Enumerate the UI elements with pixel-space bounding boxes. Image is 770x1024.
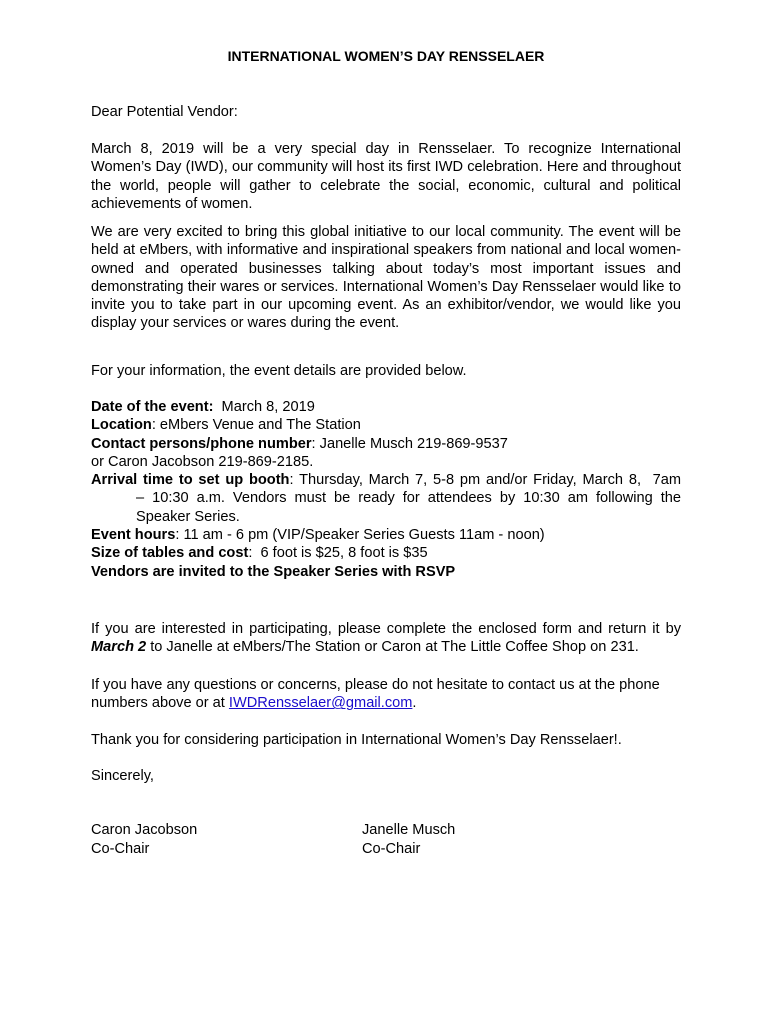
detail-hours-label: Event hours xyxy=(91,527,176,544)
participate-rest: to Janelle at eMbers/The Station or Caron at The Little Coffee Shop on 231. xyxy=(146,639,639,656)
detail-contact-value: : Janelle Musch 219-869-9537 xyxy=(311,435,508,452)
signer-name: Caron Jacobson xyxy=(91,822,198,838)
detail-contact-label: Contact persons/phone number xyxy=(91,435,312,452)
detail-hours xyxy=(91,526,681,544)
salutation: Dear Potential Vendor: xyxy=(91,104,238,120)
questions-text: If you have any questions or concerns, please do not hesitate to contact us at the phone numbers above or at xyxy=(91,677,660,712)
detail-contact xyxy=(91,435,681,453)
event-details xyxy=(91,398,681,581)
detail-date-value: March 8, 2019 xyxy=(213,399,315,415)
detail-arrival-label: Arrival time to set up booth xyxy=(91,472,290,489)
paragraph-participate xyxy=(91,620,681,657)
deadline-date: March 2 xyxy=(91,639,147,656)
detail-arrival-line2: – 10:30 a.m. Vendors must be ready for attendees by 10:30 am following the xyxy=(136,490,681,507)
closing: Sincerely, xyxy=(91,768,154,784)
letter-title: INTERNATIONAL WOMEN’S DAY RENSSELAER xyxy=(227,48,545,64)
questions-end: . xyxy=(412,695,417,712)
signature-janelle xyxy=(362,821,455,859)
detail-date xyxy=(91,398,681,416)
detail-arrival xyxy=(91,471,681,489)
detail-rsvp xyxy=(91,563,681,581)
detail-location-value: : eMbers Venue and The Station xyxy=(151,417,361,434)
signer-role: Co-Chair xyxy=(91,841,150,857)
signature-caron xyxy=(91,821,197,859)
detail-arrival-value: : Thursday, March 7, 5-8 pm and/or Friday, March 8, 7am xyxy=(289,472,681,489)
paragraph-thanks: Thank you for considering participation in International Women’s Day Rensselaer!. xyxy=(91,732,622,748)
paragraph-event: We are very excited to bring this global initiative to our local community. The event will be held at eMbers, with informative and inspirational speakers from national and local women-owned and operated businesses talking about today’s most important issues and demonstrating their wares or services. International Women’s Day Rensselaer would like to invite you to take part in our upcoming event. As an exhibitor/vendor, we would like you display your services or wares during the event. xyxy=(91,224,681,332)
detail-tables-value: : 6 foot is $25, 8 foot is $35 xyxy=(248,545,428,562)
detail-rsvp-text: Vendors are invited to the Speaker Series with RSVP xyxy=(91,563,456,580)
detail-tables xyxy=(91,544,681,562)
email-link[interactable]: IWDRensselaer@gmail.com xyxy=(228,695,413,712)
detail-hours-value: : 11 am - 6 pm (VIP/Speaker Series Guests 11am - noon) xyxy=(175,527,545,544)
signer-role: Co-Chair xyxy=(362,841,421,857)
signer-name: Janelle Musch xyxy=(362,822,456,838)
participate-line1: If you are interested in participating, please complete the enclosed form and return it by xyxy=(91,621,681,637)
detail-tables-label: Size of tables and cost xyxy=(91,545,249,562)
paragraph-info: For your information, the event details are provided below. xyxy=(91,363,467,379)
detail-location xyxy=(91,416,681,434)
detail-location-label: Location xyxy=(91,417,152,434)
paragraph-questions xyxy=(91,676,681,713)
paragraph-intro: March 8, 2019 will be a very special day in Rensselaer. To recognize International Women’s Day (IWD), our community will host its first IWD celebration. Here and throughout the world, people will gather to celebrate the social, economic, cultural and political achievements of women. xyxy=(91,141,681,212)
detail-contact-cont: or Caron Jacobson 219-869-2185. xyxy=(91,453,314,470)
participate-line2 xyxy=(91,638,681,656)
detail-arrival-cont xyxy=(91,489,681,526)
detail-date-label: Date of the event: xyxy=(91,399,214,415)
detail-arrival-line3: Speaker Series. xyxy=(136,508,240,525)
